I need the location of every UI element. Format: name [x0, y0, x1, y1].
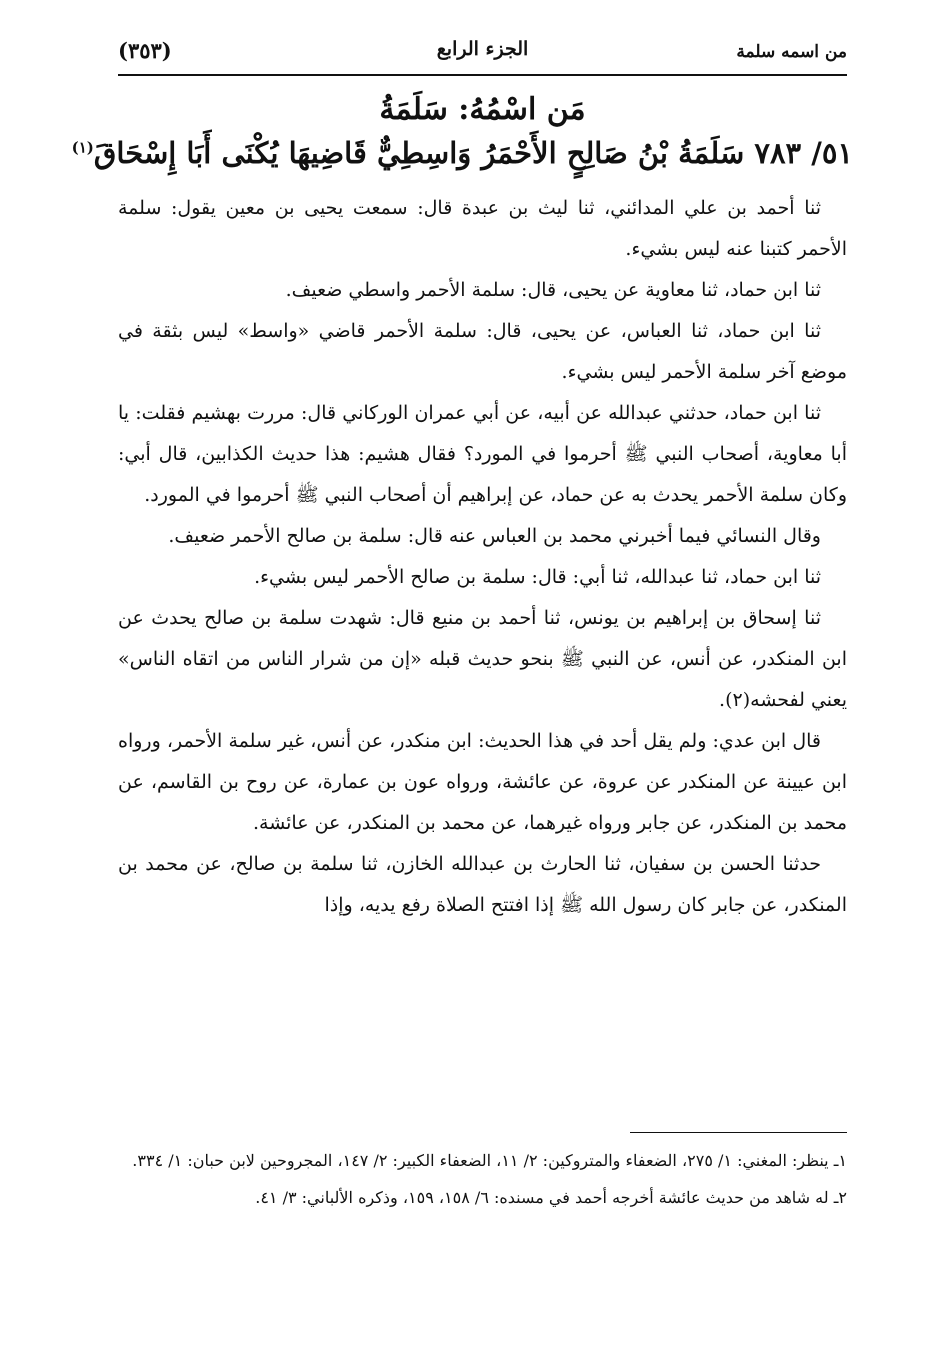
entry-footnote-ref: (١) [71, 138, 94, 157]
header-part-label: الجزء الرابع [436, 38, 529, 60]
footnotes [110, 1142, 847, 1216]
entry-title-text: ٥١/ ٧٨٣ سَلَمَةُ بْنُ صَالِحٍ الأَحْمَرُ وَاسِطِيٌّ قَاضِيهَا يُكْنَى أَبَا إِسْحَاقَ [93, 136, 853, 170]
footnote-divider [630, 1132, 847, 1133]
footnote: ٢ـ له شاهد من حديث عائشة أخرجه أحمد في مسنده: ٦/ ١٥٨، ١٥٩، وذكره الألباني: ٣/ ٤١. [255, 1188, 847, 1207]
paragraph: ثنا ابن حماد، ثنا معاوية عن يحيى، قال: سلمة الأحمر واسطي ضعيف. [285, 279, 821, 301]
body-text [118, 188, 847, 926]
header-page-number: (٣٥٣) [118, 38, 172, 63]
paragraph: ثنا أحمد بن علي المدائني، ثنا ليث بن عبدة قال: سمعت يحيى بن معين يقول: سلمة الأحمر كتبنا عنه ليس بشيء. [118, 197, 847, 260]
paragraph: ثنا ابن حماد، ثنا عبدالله، ثنا أبي: قال: سلمة بن صالح الأحمر ليس بشيء. [254, 566, 821, 588]
entry-title [71, 136, 853, 170]
footnote: ١ـ ينظر: المغني: ١/ ٢٧٥، الضعفاء والمتروكين: ٢/ ١١، الضعفاء الكبير: ٢/ ١٤٧، المجروحين لابن حبان: ١/ ٣٣٤. [132, 1151, 847, 1170]
paragraph: ثنا ابن حماد، حدثني عبدالله عن أبيه، عن أبي عمران الوركاني قال: مررت بهشيم فقلت: يا أبا معاوية، أصحاب النبي ﷺ أحرموا في المورد؟ فقال هشيم: هذا حديث الكذابين، قال أبي: وكان سلمة الأحمر يحدث به عن حماد، عن إبراهيم أن أصحاب النبي ﷺ أحرموا في المورد. [118, 402, 847, 506]
paragraph: وقال النسائي فيما أخبرني محمد بن العباس عنه قال: سلمة بن صالح الأحمر ضعيف. [168, 525, 821, 547]
section-title: مَن اسْمُهُ: سَلَمَةُ [379, 92, 586, 127]
paragraph: قال ابن عدي: ولم يقل أحد في هذا الحديث: ابن منكدر، عن أنس، غير سلمة الأحمر، ورواه ابن عيينة عن المنكدر عن عروة، عن عائشة، ورواه عون بن عمارة، عن روح بن القاسم، عن محمد بن المنكدر، عن جابر ورواه غيرهما، عن محمد بن المنكدر، عن عائشة. [118, 730, 847, 834]
header-divider [118, 74, 847, 76]
paragraph: ثنا إسحاق بن إبراهيم بن يونس، ثنا أحمد بن منيع قال: شهدت سلمة بن صالح يحدث عن ابن المنكدر، عن أنس، عن النبي ﷺ بنحو حديث قبله «إن من شرار الناس من اتقاه الناس» يعني لفحشه(٢). [118, 607, 847, 711]
paragraph: حدثنا الحسن بن سفيان، ثنا الحارث بن عبدالله الخازن، ثنا سلمة بن صالح، عن محمد بن المنكدر، عن جابر كان رسول الله ﷺ إذا افتتح الصلاة رفع يديه، وإذا [118, 853, 847, 916]
paragraph: ثنا ابن حماد، ثنا العباس، عن يحيى، قال: سلمة الأحمر قاضي «واسط» ليس بثقة في موضع آخر سلمة الأحمر ليس بشيء. [118, 320, 847, 383]
header-section-label: من اسمه سلمة [736, 42, 847, 62]
running-header [118, 32, 847, 72]
